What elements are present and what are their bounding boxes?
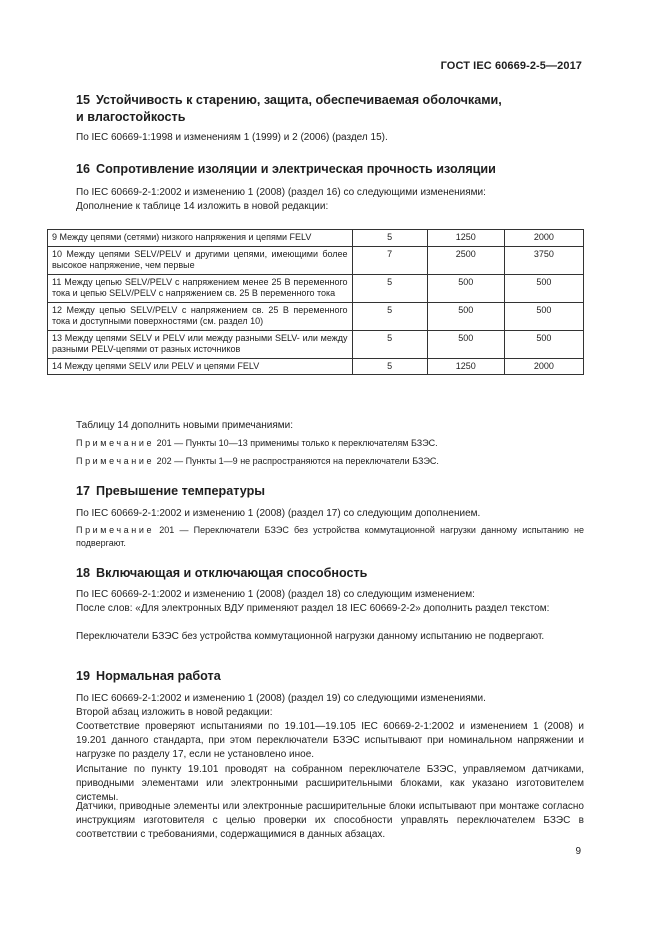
row-value-1: 5 <box>352 358 427 375</box>
note-label: Примечание <box>76 525 155 535</box>
row-value-2: 500 <box>427 274 504 302</box>
row-description: 9 Между цепями (сетями) низкого напряжения и цепями FELV <box>48 230 353 247</box>
row-value-3: 500 <box>504 274 583 302</box>
row-description: 12 Между цепью SELV/PELV с напряжением св. 25 В переменного тока и доступными поверхностями (см. раздел 10) <box>48 302 353 330</box>
row-value-1: 5 <box>352 230 427 247</box>
row-value-1: 5 <box>352 274 427 302</box>
table-row <box>48 246 584 274</box>
section-title: Нормальная работа <box>96 669 221 683</box>
s19-paragraph-4: Испытание по пункту 19.101 проводят на собранном переключателе БЗЭС, управляемом датчиками, приводными элементами или электронными расширительными блоками, как указано изготовителем системы. <box>76 764 584 804</box>
section-title-line2: и влагостойкость <box>76 110 186 124</box>
section-18-heading <box>76 565 576 582</box>
s17-paragraph-1: По IEC 60669-2-1:2002 и изменению 1 (2008) (раздел 17) со следующим дополнением. <box>76 508 481 519</box>
page-number: 9 <box>575 846 581 857</box>
row-value-2: 500 <box>427 330 504 358</box>
note-label: Примечание <box>76 456 155 466</box>
note-202 <box>76 455 584 468</box>
table-row <box>48 230 584 247</box>
row-description: 13 Между цепями SELV и PELV или между разными SELV- или между разными PELV-цепями от разных источников <box>48 330 353 358</box>
s16-paragraph-1: По IEC 60669-2-1:2002 и изменению 1 (2008) (раздел 16) со следующими изменениями: <box>76 187 486 198</box>
note-201 <box>76 437 584 450</box>
section-title-line1: Устойчивость к старению, защита, обеспечиваемая оболочками, <box>96 93 502 107</box>
row-value-2: 1250 <box>427 230 504 247</box>
section-number: 16 <box>76 162 91 176</box>
note-text: 202 — Пункты 1—9 не распространяются на переключатели БЗЭС. <box>154 456 439 466</box>
row-value-1: 5 <box>352 330 427 358</box>
document-code-header: ГОСТ IEC 60669-2-5—2017 <box>440 60 582 72</box>
section-title: Включающая и отключающая способность <box>96 566 368 580</box>
s18-paragraph-2: После слов: «Для электронных ВДУ применяют раздел 18 IEC 60669-2-2» дополнить раздел текстом: <box>76 603 550 614</box>
row-value-3: 2000 <box>504 230 583 247</box>
s16-paragraph-3: Таблицу 14 дополнить новыми примечаниями: <box>76 420 294 431</box>
row-value-3: 500 <box>504 330 583 358</box>
row-description: 14 Между цепями SELV или PELV и цепями FELV <box>48 358 353 375</box>
row-description: 10 Между цепями SELV/PELV и другими цепями, имеющими более высокое напряжение, чем первые <box>48 246 353 274</box>
section-title: Сопротивление изоляции и электрическая прочность изоляции <box>96 162 496 176</box>
table-row <box>48 274 584 302</box>
row-value-3: 500 <box>504 302 583 330</box>
row-value-2: 2500 <box>427 246 504 274</box>
s18-paragraph-1: По IEC 60669-2-1:2002 и изменению 1 (2008) (раздел 18) со следующим изменением: <box>76 589 475 600</box>
table-row <box>48 358 584 375</box>
s19-paragraph-2: Второй абзац изложить в новой редакции: <box>76 707 273 718</box>
section-number: 15 <box>76 93 91 107</box>
section-17-heading <box>76 483 576 500</box>
section-number: 18 <box>76 566 91 580</box>
s19-paragraph-5: Датчики, приводные элементы или электронные расширительные блоки испытывают при монтаже согласно инструкциям изготовителя с целью проверки их способности управлять переключателем БЗЭС в соответствии с требованиями, содержащимися в данных абзацах. <box>76 801 584 841</box>
s15-paragraph-1: По IEC 60669-1:1998 и изменениям 1 (1999) и 2 (2006) (раздел 15). <box>76 132 388 143</box>
section-number: 19 <box>76 669 91 683</box>
section-number: 17 <box>76 484 91 498</box>
s19-paragraph-3: Соответствие проверяют испытаниями по 19.101—19.105 IEC 60669-2-1:2002 и изменением 1 (2008) и 19.201 данного стандарта, при этом переключатели БЗЭС испытывают при номинальном напряжении и нагрузке по разделу 17, если не установлено иное. <box>76 721 584 761</box>
row-value-3: 3750 <box>504 246 583 274</box>
row-value-1: 7 <box>352 246 427 274</box>
section-16-heading <box>76 161 576 178</box>
section-19-heading <box>76 668 576 685</box>
note-label: Примечание <box>76 438 155 448</box>
table-row <box>48 302 584 330</box>
s17-note-201 <box>76 524 584 550</box>
table-14-addition <box>47 229 584 375</box>
s19-paragraph-1: По IEC 60669-2-1:2002 и изменению 1 (2008) (раздел 19) со следующими изменениями. <box>76 693 486 704</box>
s18-paragraph-3: Переключатели БЗЭС без устройства коммутационной нагрузки данному испытанию не подвергают. <box>76 631 545 642</box>
note-text: 201 — Пункты 10—13 применимы только к переключателям БЗЭС. <box>154 438 438 448</box>
s16-paragraph-2: Дополнение к таблице 14 изложить в новой редакции: <box>76 201 329 212</box>
row-description: 11 Между цепью SELV/PELV с напряжением менее 25 В переменного тока и цепью SELV/PELV с напряжением св. 25 В переменного тока <box>48 274 353 302</box>
row-value-2: 500 <box>427 302 504 330</box>
section-title: Превышение температуры <box>96 484 266 498</box>
note-text: 201 — Переключатели БЗЭС без устройства коммутационной нагрузки данному испытанию не подвергают. <box>76 525 584 548</box>
table-row <box>48 330 584 358</box>
row-value-2: 1250 <box>427 358 504 375</box>
row-value-3: 2000 <box>504 358 583 375</box>
section-15-heading <box>76 92 576 126</box>
row-value-1: 5 <box>352 302 427 330</box>
